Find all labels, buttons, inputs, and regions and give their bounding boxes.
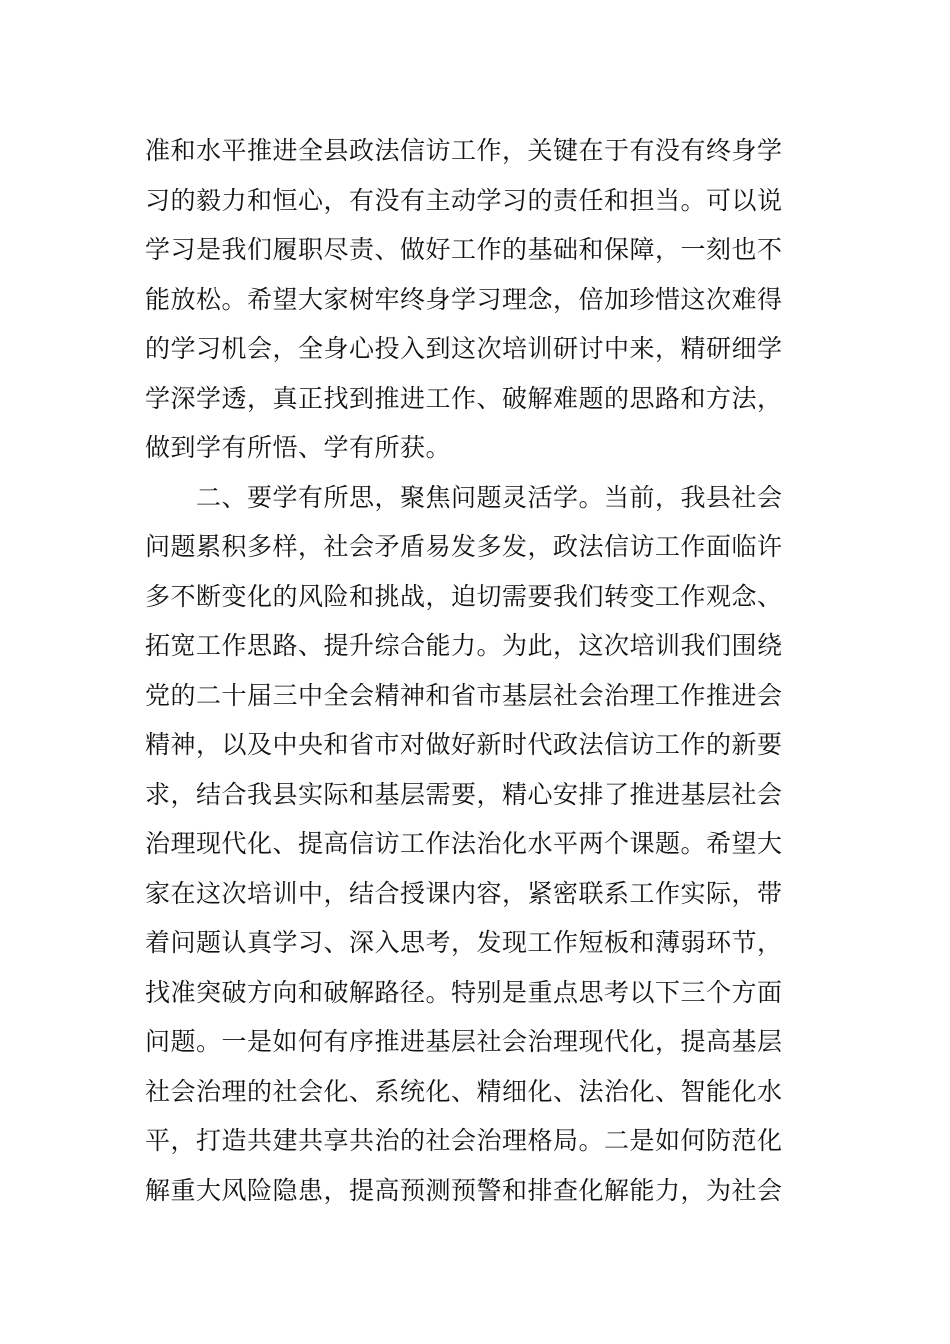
text-line: 平，打造共建共享共治的社会治理格局。二是如何防范化 <box>145 1126 783 1155</box>
text-line: 能放松。希望大家树牢终身学习理念，倍加珍惜这次难得 <box>145 285 783 314</box>
text-line: 治理现代化、提高信访工作法治化水平两个课题。希望大 <box>145 829 783 858</box>
text-line: 着问题认真学习、深入思考，发现工作短板和薄弱环节， <box>145 928 783 957</box>
text-line: 学习是我们履职尽责、做好工作的基础和保障，一刻也不 <box>145 235 783 264</box>
text-line: 找准突破方向和破解路径。特别是重点思考以下三个方面 <box>145 978 783 1007</box>
text-line: 党的二十届三中全会精神和省市基层社会治理工作推进会 <box>145 681 783 710</box>
text-line: 的学习机会，全身心投入到这次培训研讨中来，精研细学 <box>145 334 783 363</box>
text-line: 家在这次培训中，结合授课内容，紧密联系工作实际，带 <box>145 879 783 908</box>
text-line: 学深学透，真正找到推进工作、破解难题的思路和方法， <box>145 384 783 413</box>
text-line: 拓宽工作思路、提升综合能力。为此，这次培训我们围绕 <box>145 631 783 660</box>
text-line: 问题。一是如何有序推进基层社会治理现代化，提高基层 <box>145 1027 783 1056</box>
text-line: 精神，以及中央和省市对做好新时代政法信访工作的新要 <box>145 730 783 759</box>
text-line: 准和水平推进全县政法信访工作，关键在于有没有终身学 <box>145 136 783 165</box>
text-line: 问题累积多样，社会矛盾易发多发，政法信访工作面临许 <box>145 532 783 561</box>
text-line: 求，结合我县实际和基层需要，精心安排了推进基层社会 <box>145 780 783 809</box>
text-line: 社会治理的社会化、系统化、精细化、法治化、智能化水 <box>145 1077 783 1106</box>
text-line: 习的毅力和恒心，有没有主动学习的责任和担当。可以说 <box>145 186 783 215</box>
text-line: 二、要学有所思，聚焦问题灵活学。当前，我县社会 <box>145 483 783 512</box>
text-line: 多不断变化的风险和挑战，迫切需要我们转变工作观念、 <box>145 582 783 611</box>
text-line: 做到学有所悟、学有所获。 <box>145 433 452 462</box>
text-line: 解重大风险隐患，提高预测预警和排查化解能力，为社会 <box>145 1176 783 1205</box>
